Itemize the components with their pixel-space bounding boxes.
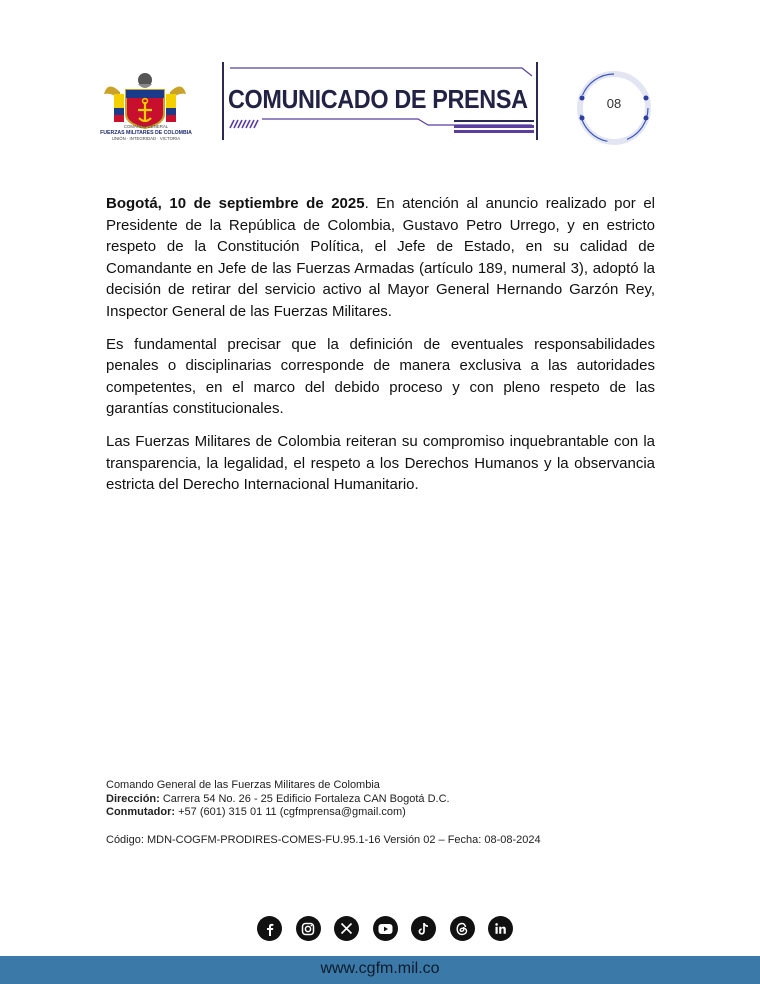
youtube-icon[interactable] <box>373 916 398 941</box>
page-title: COMUNICADO DE PRENSA <box>228 84 528 114</box>
paragraph-1: Bogotá, 10 de septiembre de 2025. En atención al anuncio realizado por el Presidente de la República de Colombia, Gustavo Petro Urrego, y en estricto respeto de la Constitución Política, el Jefe de Estado, en su calidad de Comandante en Jefe de las Fuerzas Armadas (artículo 189, numeral 3), adoptó la decisión de retirar del servicio activo al Mayor General Hernando Garzón Rey, Inspector General de las Fuerzas Militares. <box>106 195 655 320</box>
press-release-title-box <box>222 62 538 140</box>
organization-name: Comando General de las Fuerzas Militares de Colombia <box>106 779 380 791</box>
linkedin-icon[interactable] <box>488 916 513 941</box>
dateline: Bogotá, 10 de septiembre de 2025 <box>106 195 365 212</box>
instagram-icon[interactable] <box>296 916 321 941</box>
page-number: 08 <box>606 96 622 111</box>
document-code: Código: MDN-COGFM-PRODIRES-COMES-FU.95.1-16 Versión 02 – Fecha: 08-08-2024 <box>106 834 541 846</box>
tiktok-icon[interactable] <box>411 916 436 941</box>
contact-info <box>106 779 666 820</box>
facebook-icon[interactable] <box>257 916 282 941</box>
threads-icon[interactable] <box>450 916 475 941</box>
paragraph-2: Es fundamental precisar que la definición de eventuales responsabilidades penales o disciplinarias corresponde de manera exclusiva a las autoridades competentes, en el marco del debido proceso y con pleno respeto de las garantías constitucionales. <box>106 335 655 418</box>
phone-line: Conmutador: +57 (601) 315 01 11 (cgfmprensa@gmail.com) <box>106 806 406 818</box>
logo-caption: COMANDO GENERAL FUERZAS MILITARES DE COLOMBIA UNIÓN · INTEGRIDAD · VICTORIA <box>100 124 192 141</box>
social-icons <box>257 916 513 942</box>
x-icon[interactable] <box>334 916 359 941</box>
press-release-body <box>106 193 655 507</box>
address-line: Dirección: Carrera 54 No. 26 - 25 Edificio Fortaleza CAN Bogotá D.C. <box>106 792 450 805</box>
paragraph-3: Las Fuerzas Militares de Colombia reiteran su compromiso inquebrantable con la transparencia, la legalidad, el respeto a los Derechos Humanos y la observancia estricta del Derecho Internacional Humanitario. <box>106 432 655 494</box>
website-link[interactable]: www.cgfm.mil.co <box>320 960 440 977</box>
